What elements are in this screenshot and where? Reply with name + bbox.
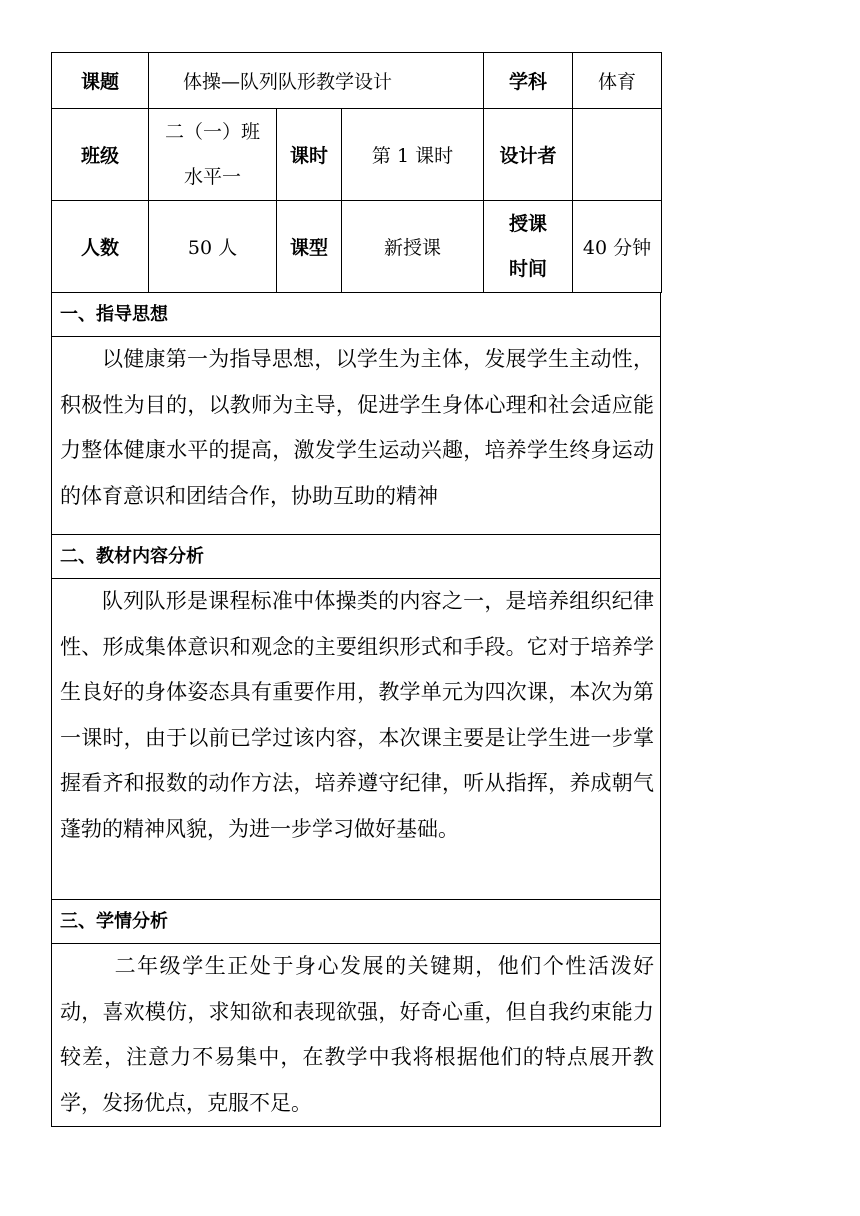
section-paragraph: 以健康第一为指导思想，以学生为主体，发展学生主动性，积极性为目的，以教师为主导，促进学生身体心理和社会适应能力整体健康水平的提高，激发学生运动兴趣，培养学生终身运动的体育意识和团结合作，协助互助的精神: [60, 347, 654, 508]
section-guiding-ideology: [51, 293, 661, 535]
info-row-topic: [52, 53, 662, 109]
section-material-analysis: [51, 535, 661, 900]
section-heading: 一、指导思想: [60, 304, 168, 325]
count-label: 人数: [52, 201, 149, 293]
period-label: 课时: [277, 109, 342, 201]
duration-label-line1: 授课: [508, 212, 547, 235]
section-body: [52, 336, 660, 534]
info-table: [51, 52, 662, 293]
subject-label: 学科: [484, 53, 573, 109]
class-label: 班级: [52, 109, 149, 201]
duration-label-line2: 时间: [508, 257, 547, 280]
lesson-plan-document: [51, 52, 661, 1127]
section-learner-analysis: [51, 900, 661, 1127]
duration-label: [484, 201, 573, 293]
designer-label: 设计者: [484, 109, 573, 201]
section-paragraph: 二年级学生正处于身心发展的关键期，他们个性活泼好动，喜欢模仿，求知欲和表现欲强，好奇心重，但自我约束能力较差，注意力不易集中，在教学中我将根据他们的特点展开教学，发扬优点，克服不足。: [60, 954, 654, 1115]
designer-value: [573, 109, 662, 201]
section-heading: 三、学情分析: [60, 911, 168, 932]
section-body: [52, 943, 660, 1126]
topic-label: 课题: [52, 53, 149, 109]
section-body: [52, 578, 660, 899]
class-value-line2: 水平一: [183, 165, 241, 188]
section-heading: 二、教材内容分析: [60, 546, 204, 567]
duration-value: 40 分钟: [573, 201, 662, 293]
class-value: [149, 109, 277, 201]
info-row-class: [52, 109, 662, 201]
count-value: 50 人: [149, 201, 277, 293]
subject-value: 体育: [573, 53, 662, 109]
class-value-line1: 二（一）班: [164, 120, 260, 143]
topic-value: 体操—队列队形教学设计: [149, 53, 484, 109]
section-paragraph: 队列队形是课程标准中体操类的内容之一，是培养组织纪律性、形成集体意识和观念的主要组织形式和手段。它对于培养学生良好的身体姿态具有重要作用，教学单元为四次课，本次为第一课时，由于以前已学过该内容，本次课主要是让学生进一步掌握看齐和报数的动作方法，培养遵守纪律，听从指挥，养成朝气蓬勃的精神风貌，为进一步学习做好基础。: [60, 589, 654, 841]
info-row-count: [52, 201, 662, 293]
period-value: 第 1 课时: [342, 109, 484, 201]
type-value: 新授课: [342, 201, 484, 293]
type-label: 课型: [277, 201, 342, 293]
